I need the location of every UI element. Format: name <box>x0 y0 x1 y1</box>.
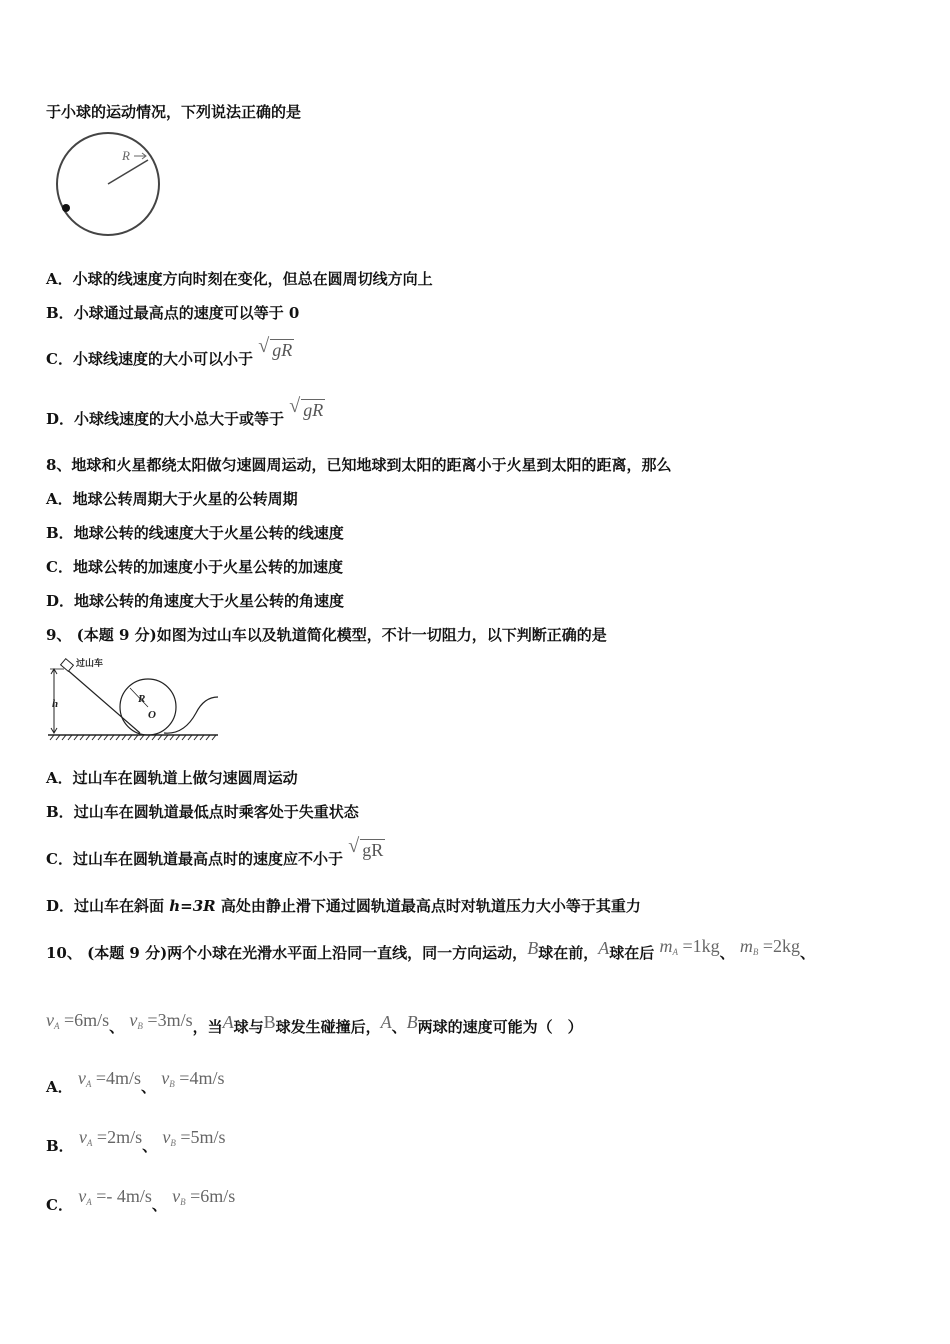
q10-stem-line2: $v_A =6m/s$、 $v_B =3m/s$，当A球与B球发生碰撞后，A、B两球的速度可能为（ ） <box>46 1010 583 1036</box>
incline <box>64 667 140 733</box>
q8-option-c[interactable]: C．地球公转的加速度小于火星公转的加速度 <box>46 558 343 576</box>
q7-option-b[interactable]: B．小球通过最高点的速度可以等于 0 <box>46 304 300 322</box>
ball <box>62 204 70 212</box>
radius-line <box>108 160 148 184</box>
r-label: R <box>138 693 146 705</box>
q7-option-d[interactable]: D．小球线速度的大小总大于或等于 √ gR <box>46 395 324 428</box>
q9-option-a[interactable]: A．过山车在圆轨道上做匀速圆周运动 <box>46 769 298 787</box>
velocity-a: $v_A =6m/s$ <box>46 1010 110 1031</box>
o-label: O <box>148 709 156 721</box>
q9-option-d[interactable]: D．过山车在斜面 h=3R 高处由静止滑下通过圆轨道最高点时对轨道压力大小等于其重力 <box>46 897 641 915</box>
q9-stem: 9、 (本题 9 分)如图为过山车以及轨道简化模型，不计一切阻力，以下判断正确的是 <box>46 626 607 644</box>
q8-option-b[interactable]: B．地球公转的线速度大于火星公转的线速度 <box>46 524 344 542</box>
q9-roller-coaster-diagram <box>44 655 222 743</box>
q8-stem: 8、地球和火星都绕太阳做匀速圆周运动，已知地球到太阳的距离小于火星到太阳的距离，那么 <box>46 456 672 474</box>
q7-circle-diagram <box>52 130 164 240</box>
q8-option-a[interactable]: A．地球公转周期大于火星的公转周期 <box>46 490 298 508</box>
q10-option-c[interactable]: C． $v_A =- 4m/s$、 $v_B =6m/s$ <box>46 1186 236 1214</box>
q10-option-b[interactable]: B． $v_A =2m/s$、 $v_B =5m/s$ <box>46 1127 226 1155</box>
sqrt-gR: √ gR <box>258 335 293 360</box>
h-label: h <box>52 698 59 710</box>
sqrt-gR: √ gR <box>289 395 324 420</box>
q7-option-a[interactable]: A．小球的线速度方向时刻在变化，但总在圆周切线方向上 <box>46 270 433 288</box>
q8-option-d[interactable]: D．地球公转的角速度大于火星公转的角速度 <box>46 592 345 610</box>
q10-option-a[interactable]: A． $v_A =4m/s$、 $v_B =4m/s$ <box>46 1068 225 1096</box>
q9-option-c[interactable]: C．过山车在圆轨道最高点时的速度应不小于 √ gR <box>46 835 384 868</box>
exit-track <box>164 697 218 733</box>
q7-stem-tail: 于小球的运动情况，下列说法正确的是 <box>46 103 302 121</box>
sqrt-gR: √ gR <box>348 835 384 860</box>
mass-b: $m_B =2kg$ <box>739 936 801 957</box>
mass-a: $m_A =1kg$ <box>659 936 720 957</box>
radius-label: R <box>122 148 130 163</box>
q7-option-c[interactable]: C．小球线速度的大小可以小于 √ gR <box>46 335 293 368</box>
car-label: 过山车 <box>76 659 104 669</box>
velocity-b: $v_B =3m/s$ <box>129 1010 193 1031</box>
q9-option-b[interactable]: B．过山车在圆轨道最低点时乘客处于失重状态 <box>46 803 359 821</box>
q10-stem-line1: 10、 (本题 9 分)两个小球在光滑水平面上沿同一直线，同一方向运动，B球在前，A球在后 $m_A =1kg$、 $m_B =2kg$、 <box>46 936 816 962</box>
